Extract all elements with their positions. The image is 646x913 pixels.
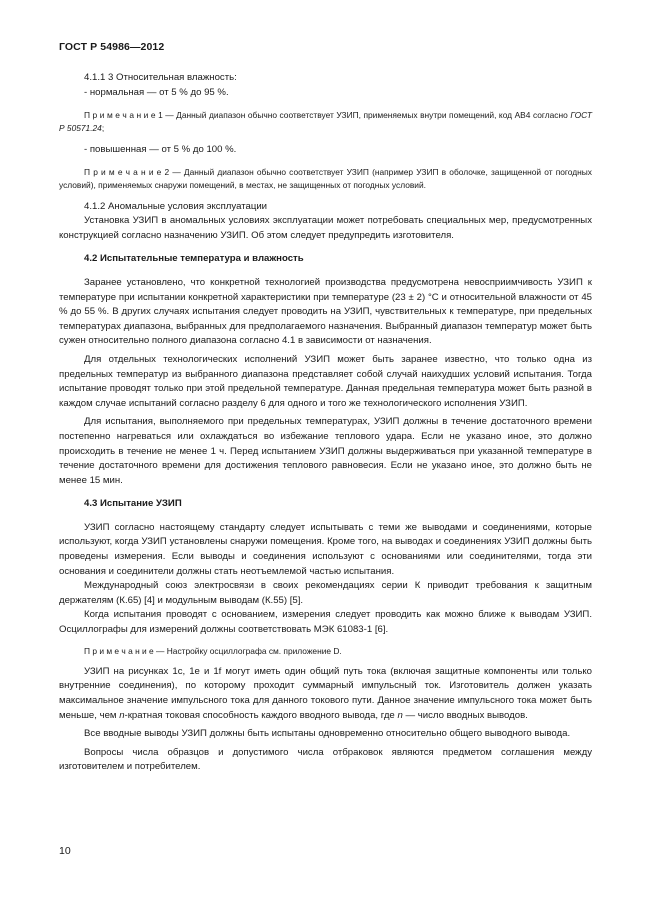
section-4-3-paragraph-2: Международный союз электросвязи в своих рекомендациях серии К приводит требования к защитным держателям (К.65) [4] и модульным выводам (К.55) [5]. [59,580,592,606]
note-1 [59,109,592,135]
note-2 [59,166,592,192]
section-4-2-heading: 4.2 Испытательные температура и влажность [84,253,304,265]
section-4-1-1-3-title: 4.1.1 3 Относительная влажность: [84,72,237,83]
section-4-3-paragraph-1: УЗИП согласно настоящему стандарту следует испытывать с теми же выводами и соединениями, которые используют, когда УЗИП установлены снаружи помещения. Кроме того, на выводах и соединениях УЗИП должны быть проведены измерения. Если выводы и соединения используют с основаниями или соединителями, тогда эти основания и соединители должны стать неотъемлемой частью испытания. [59,521,592,577]
note-1-text: — Данный диапазон обычно соответствует УЗИП, применяемых внутри помещений, код АВ4 согласно [162,110,571,121]
section-4-3-paragraph-4 [59,665,592,723]
variable-n: n [119,709,125,721]
paragraph-4-part-c: — число вводных выводов. [402,709,528,721]
section-4-3-heading: 4.3 Испытание УЗИП [84,498,182,510]
standard-header: ГОСТ Р 54986—2012 [59,41,165,53]
variable-n: n [397,709,403,721]
section-4-3-paragraph-6: Вопросы числа образцов и допустимого числа отбраковок являются предметом соглашения между изготовителем и потребителем. [59,746,592,773]
section-4-1-2-title: 4.1.2 Аномальные условия эксплуатации [84,200,268,212]
page-content [59,71,592,775]
paragraph-4-part-a: УЗИП на рисунках 1c, 1e и 1f могут иметь один общий путь тока (включая защитные компоненты или только внутренние соединения), по которому проходит суммарный импульсный ток. Изготовитель должен указать максимальное значение импульсного тока для данного токового пути. Данное значение импульсного тока может быть меньше, чем [59,665,592,721]
note-3-text: — Настройку осциллографа см. приложение D. [153,645,342,656]
section-4-2-paragraph-1: Заранее установлено, что конкретной технологией производства предусмотрена невосприимчивость УЗИП к температуре при испытании конкретной характеристики при температуре (23 ± 2) °С и относительной влажности от 45 % до 55 %. В других случаях испытания следует проводить на УЗИП, чувствительных к температуре, при предельных температурах диапазона, выбранных для предполагаемого назначения. Выбранный диапазон температур может быть сужен относительно полного диапазона согласно 4.1 в зависимости от назначения. [59,276,592,347]
note-1-end: ; [101,123,105,134]
note-1-label: П р и м е ч а н и е 1 [84,110,163,121]
note-2-text: — Данный диапазон обычно соответствует УЗИП (например УЗИП в оболочке, защищенной от погодных условий), применяемых снаружи помещений, в местах, не защищенных от погодных условий. [59,167,592,191]
note-1-standard-ref: ГОСТ Р 50571.24 [59,110,592,134]
note-3 [59,645,592,658]
section-4-2-paragraph-2: Для отдельных технологических исполнений УЗИП может быть заранее известно, что только одна из предельных температур из выбранного диапазона представляет собой случай наихудших условий испытания. Тогда испытание проводят только при этой предельной температуре. Данная предельная температура может быть разной в каждом случае испытаний согласно разделу 6 для одного и того же технологического исполнения УЗИП. [59,353,592,409]
humidity-high-range: - повышенная — от 5 % до 100 %. [84,143,237,155]
section-4-3-paragraph-5: Все вводные выводы УЗИП должны быть испытаны одновременно относительно общего выводного вывода. [84,728,571,740]
section-4-1-2-text: Установка УЗИП в аномальных условиях эксплуатации может потребовать специальных мер, предусмотренных конструкцией согласно назначению УЗИП. Об этом следует предупредить изготовителя. [59,215,592,241]
note-2-label: П р и м е ч а н и е 2 [84,167,170,178]
humidity-normal-range: - нормальная — от 5 % до 95 %. [84,86,229,98]
section-4-2-paragraph-3: Для испытания, выполняемого при предельных температурах, УЗИП должны в течение достаточного времени постепенно нагреваться или охлаждаться во избежание теплового удара. Если не указано иное, это должно происходить в течение не менее 1 ч. Перед испытанием УЗИП должны выдерживаться при указанной температуре в течение достаточного времени для достижения теплового равновесия. Если не указано иное, это должно быть не менее 15 мин. [59,416,592,486]
page-number: 10 [59,845,71,857]
paragraph-4-part-b: -кратная токовая способность каждого вводного вывода, где [124,709,398,721]
note-3-label: П р и м е ч а н и е [84,645,154,656]
section-4-3-paragraph-3: Когда испытания проводят с основанием, измерения следует проводить как можно ближе к выводам УЗИП. Осциллографы для измерений должны соответствовать МЭК 61083-1 [6]. [59,609,592,636]
